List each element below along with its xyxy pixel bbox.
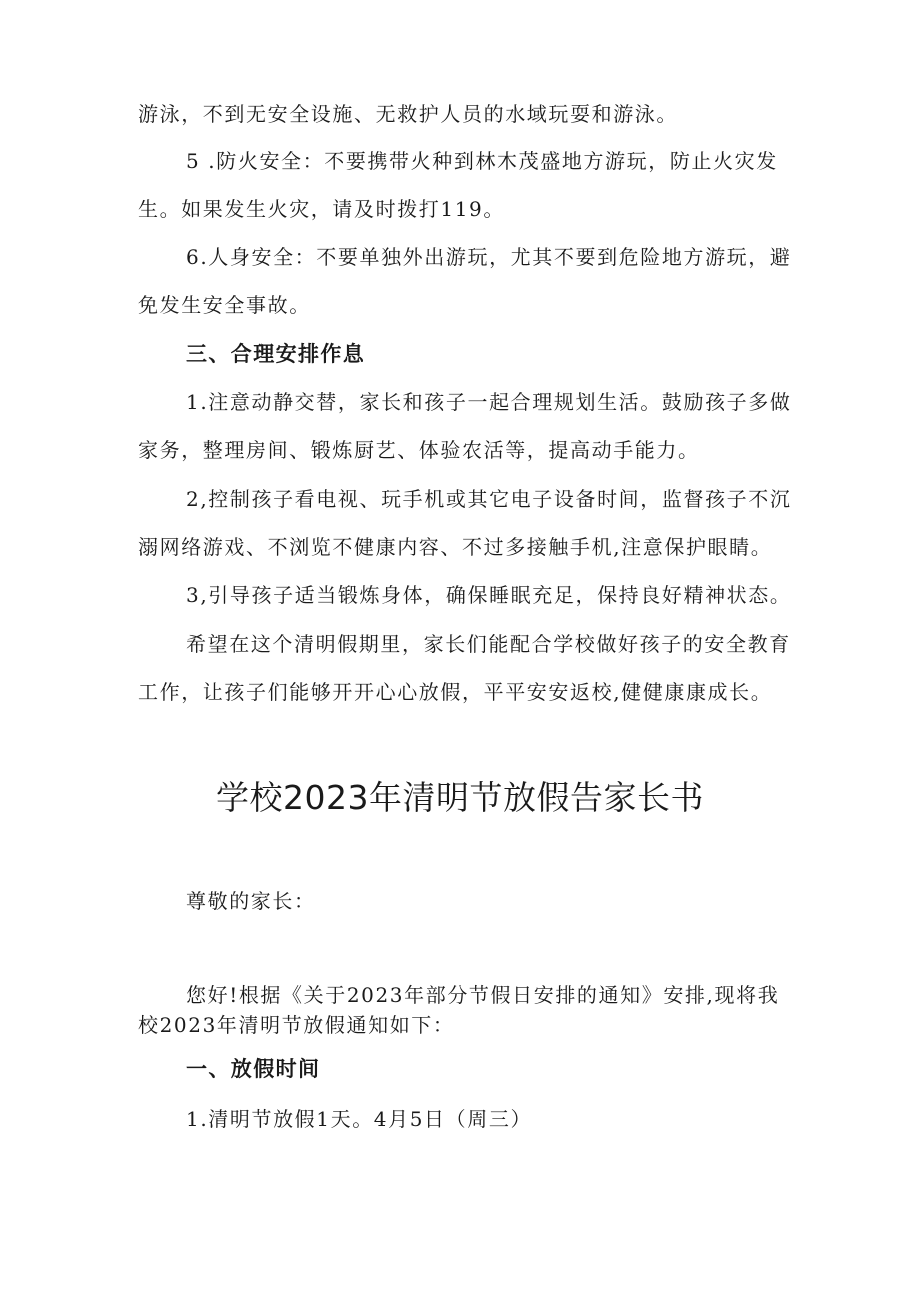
- document-title: 学校2023年清明节放假告家长书: [216, 778, 704, 817]
- paragraph-line: 希望在这个清明假期里，家长们能配合学校做好孩子的安全教育: [186, 632, 791, 656]
- section-heading: 一、放假时间: [186, 1057, 321, 1081]
- paragraph-line: 1.注意动静交替，家长和孩子一起合理规划生活。鼓励孩子多做: [186, 390, 792, 414]
- paragraph-line: 2,控制孩子看电视、玩手机或其它电子设备时间，监督孩子不沉: [186, 487, 792, 511]
- salutation: 尊敬的家长：: [186, 889, 316, 913]
- paragraph-line: 家务，整理房间、锻炼厨艺、体验农活等，提高动手能力。: [138, 438, 700, 462]
- paragraph-line: 校2023年清明节放假通知如下：: [138, 1013, 455, 1037]
- paragraph-line: 游泳，不到无安全设施、无救护人员的水域玩耍和游泳。: [138, 102, 678, 126]
- paragraph-line: 1.清明节放假1天。4月5日（周三）: [186, 1107, 533, 1131]
- paragraph-line: 生。如果发生火灾，请及时拨打119。: [138, 197, 505, 221]
- paragraph-line: 6.人身安全：不要单独外出游玩，尤其不要到危险地方游玩，避: [186, 245, 792, 269]
- paragraph-line: 溺网络游戏、不浏览不健康内容、不过多接触手机,注意保护眼睛。: [138, 535, 773, 559]
- paragraph-line: 3,引导孩子适当锻炼身体，确保睡眠充足，保持良好精神状态。: [186, 583, 792, 607]
- paragraph-line: 5 .防火安全：不要携带火种到林木茂盛地方游玩，防止火灾发: [186, 149, 778, 173]
- section-heading: 三、合理安排作息: [186, 342, 366, 366]
- paragraph-line: 您好!根据《关于2023年部分节假日安排的通知》安排,现将我: [186, 983, 780, 1007]
- paragraph-line: 免发生安全事故。: [138, 293, 311, 317]
- paragraph-line: 工作，让孩子们能够开开心心放假，平平安安返校,健健康康成长。: [138, 680, 773, 704]
